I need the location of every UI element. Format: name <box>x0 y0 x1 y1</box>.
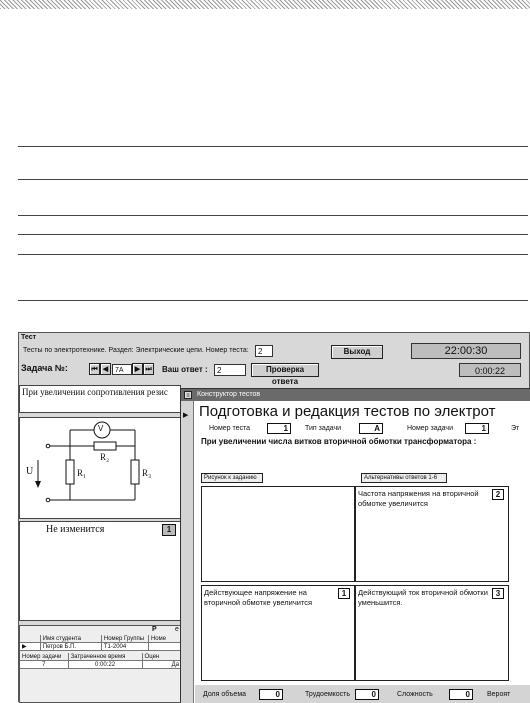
record-pointer-icon: ▶ <box>183 412 189 419</box>
alternative-number: 1 <box>338 588 350 599</box>
volume-label: Доля объема <box>203 691 247 698</box>
ctor-test-number-field[interactable]: 1 <box>267 423 291 434</box>
constructor-titlebar <box>181 389 530 401</box>
task-type-label: Тип задачи <box>305 425 342 432</box>
grid2-header-row <box>20 653 182 661</box>
ctor-task-number-field[interactable]: 1 <box>465 423 489 434</box>
grade-cell: Да <box>143 661 182 669</box>
divider <box>18 234 528 235</box>
time-cell: 0:00:22 <box>69 661 143 669</box>
table-row[interactable]: ▶ Петров Б.П. Т1-2004 <box>20 643 182 651</box>
alternative-text: Действующий ток вторичной обмотки уменьшится. <box>358 588 488 607</box>
divider <box>18 215 528 216</box>
task-type-field[interactable]: А <box>359 423 383 434</box>
group-cell: Т1-2004 <box>102 643 149 651</box>
answer-label: Ваш ответ : <box>162 365 208 374</box>
answer-alternative[interactable] <box>201 585 355 681</box>
table-row[interactable] <box>20 661 182 669</box>
resistor-r3 <box>131 460 139 484</box>
grid-header-letter: Р <box>152 626 157 633</box>
grid2-col: Оцен <box>143 653 182 661</box>
exit-button[interactable]: Выход <box>331 345 383 359</box>
grid1-col: Номе <box>149 635 182 643</box>
alternative-text: Частота напряжения на вторичной обмотке увеличится <box>358 489 479 508</box>
grid-header-tail: е <box>175 626 179 633</box>
grid1-col: Номер Группы <box>102 635 149 643</box>
alternative-text: Действующее напряжение на вторичной обмотке увеличится <box>204 588 313 607</box>
student-name-cell: Петров Б.П. <box>41 643 102 651</box>
divider <box>18 300 528 301</box>
circuit-diagram <box>19 417 181 519</box>
tab-alternatives[interactable]: Альтернативы ответов 1-6 <box>361 473 447 483</box>
probability-label: Вероят <box>487 691 511 698</box>
answer-alternative[interactable] <box>355 585 509 681</box>
divider <box>18 254 528 255</box>
voltmeter-label: V <box>98 424 104 433</box>
r3-label: R₃ <box>142 468 152 478</box>
grid2-col: Затраченное время <box>69 653 143 661</box>
constructor-title: Конструктор тестов <box>197 391 261 398</box>
difficulty-field[interactable]: 0 <box>449 689 473 700</box>
number-cell <box>149 643 182 651</box>
r2-label: R₂ <box>100 452 110 462</box>
answer-alternative[interactable] <box>355 486 509 582</box>
labor-label: Трудоемкость <box>305 691 351 698</box>
divider <box>18 179 528 180</box>
elapsed-time-display: 0:00:22 <box>459 363 521 377</box>
alternative-number: 2 <box>492 489 504 500</box>
test-header-text: Тесты по электротехнике. Раздел: Электрические цепи. Номер теста: <box>23 347 249 354</box>
u-label: U <box>26 466 34 477</box>
check-answer-button[interactable]: Проверка ответа <box>251 363 319 377</box>
record-selector[interactable] <box>181 401 194 703</box>
alternative-number: 3 <box>492 588 504 599</box>
difficulty-label: Сложность <box>397 691 433 698</box>
tab-picture[interactable]: Рисунок к заданию <box>201 473 263 483</box>
top-hatch-border <box>0 0 530 9</box>
grid2-col: Номер задачи <box>20 653 69 661</box>
test-window-title: Тест <box>21 334 37 341</box>
last-record-button[interactable]: ⏭ <box>143 363 154 375</box>
divider <box>18 146 528 147</box>
resistor-r2 <box>94 442 116 450</box>
grid1-header-row <box>20 635 182 643</box>
task-cell: 7 <box>20 661 69 669</box>
clock-display: 22:00:30 <box>411 343 521 359</box>
r1-label: R₁ <box>77 468 87 478</box>
task-number-label: Номер задачи <box>407 425 453 432</box>
volume-field[interactable]: 0 <box>259 689 283 700</box>
task-label: Задача №: <box>21 363 68 373</box>
window-menu-icon[interactable]: ≡ <box>184 391 192 399</box>
answer-input[interactable]: 2 <box>214 364 246 376</box>
answer-option-panel[interactable] <box>19 521 181 621</box>
grid1-col: Имя студента <box>41 635 102 643</box>
question-text: При увеличении сопротивления резис <box>19 385 181 413</box>
picture-panel[interactable] <box>201 486 355 582</box>
answer-option-text: Не изменится <box>46 524 105 535</box>
first-record-button[interactable]: ⏮ <box>89 363 100 375</box>
next-record-button[interactable]: ▶ <box>132 363 143 375</box>
resistor-r1 <box>66 460 74 484</box>
constructor-window <box>180 388 530 702</box>
constructor-heading: Подготовка и редакция тестов по электрот <box>199 403 496 420</box>
prev-record-button[interactable]: ◀ <box>100 363 111 375</box>
answer-option-number: 1 <box>162 524 176 536</box>
ctor-question-text[interactable]: При увеличении числа витков вторичной обмотки трансформатора : <box>201 437 477 446</box>
extra-label: Эт <box>511 425 520 432</box>
task-number-field[interactable]: 7А <box>112 364 132 375</box>
labor-field[interactable]: 0 <box>355 689 379 700</box>
test-number-field[interactable]: 2 <box>255 345 273 357</box>
results-grid <box>19 625 181 703</box>
test-number-label: Номер теста <box>209 425 251 432</box>
